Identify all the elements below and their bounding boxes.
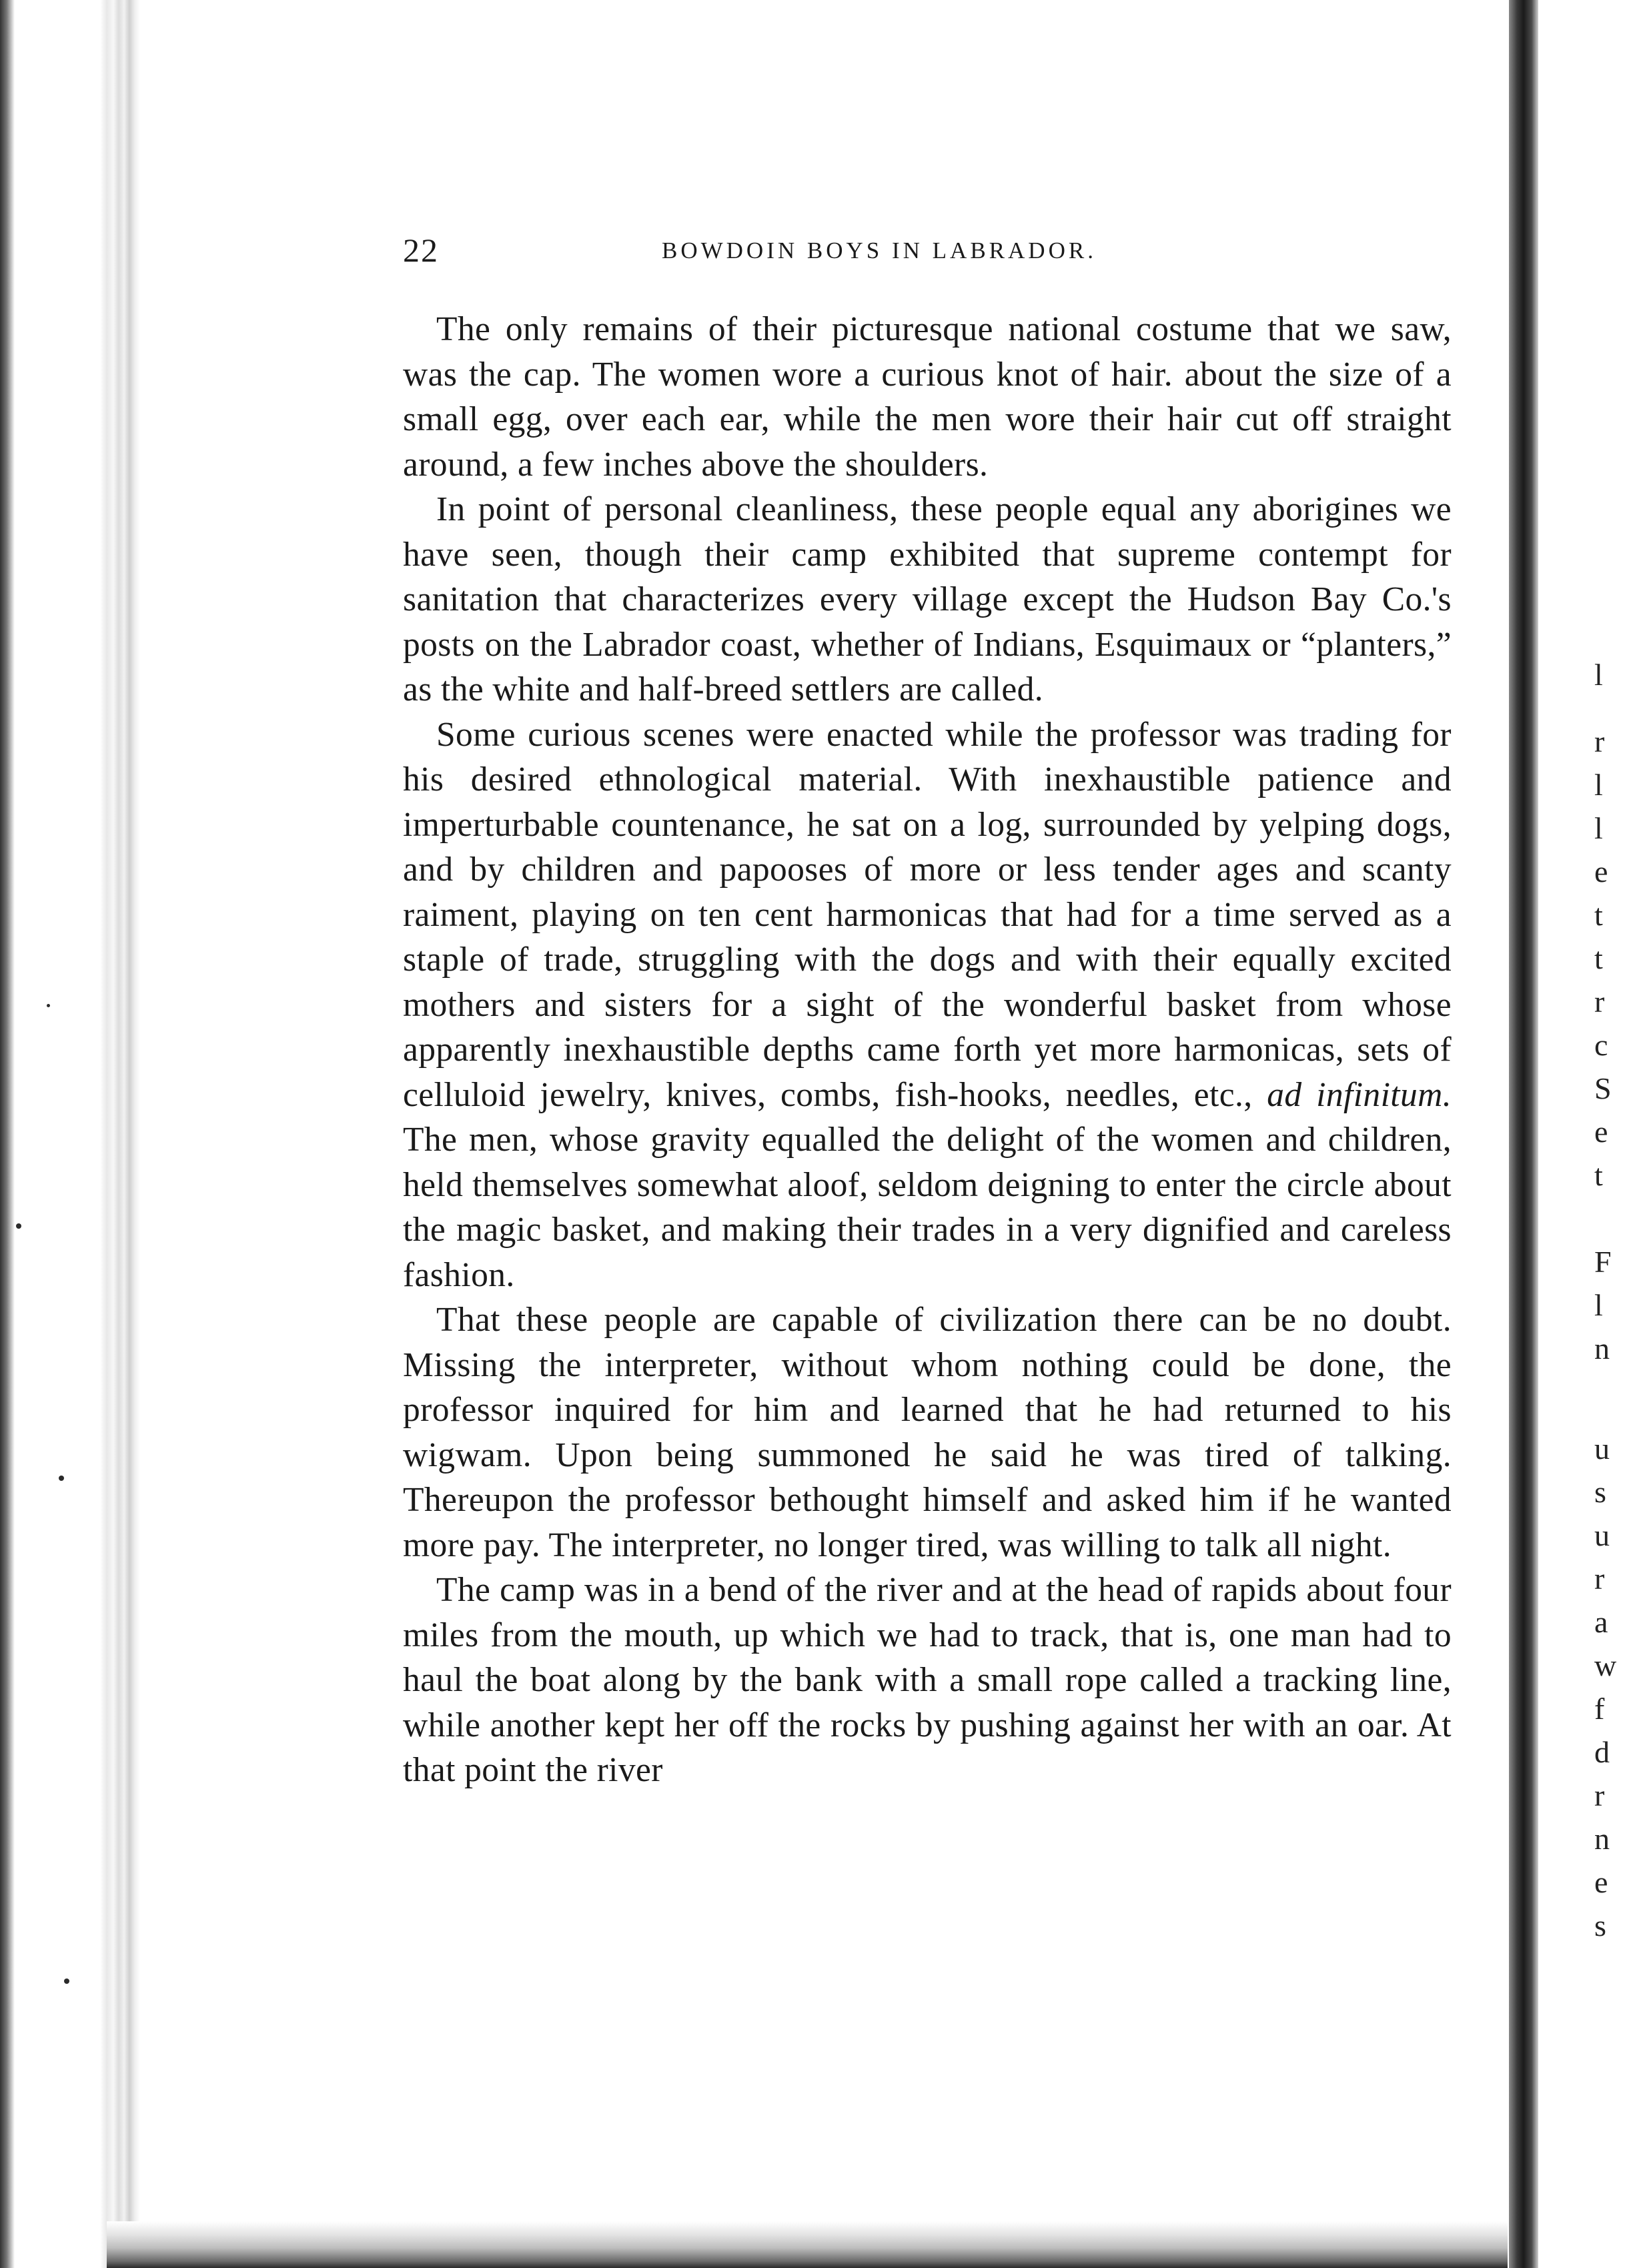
facing-fragment: t — [1594, 941, 1603, 975]
paragraph: In point of personal cleanliness, these people equal any aborigines we have seen, though their camp exhibited that supreme contempt for sanitation that characterizes every village except the Hudson Bay Co.'s posts on the Labrador coast, whether of Indians, Esquimaux or “planters,” as the white and half-breed settlers are called. — [403, 490, 1452, 708]
facing-page-text-fragments — [1594, 0, 1625, 2268]
facing-fragment: s — [1594, 1475, 1606, 1509]
left-binding-edge — [0, 0, 140, 2268]
left-scan-shadow — [0, 0, 15, 2268]
facing-fragment: r — [1594, 985, 1605, 1019]
book-page — [403, 213, 1452, 1793]
paragraph-text: The men, whose gravity equalled the delight of the women and children, held themselves somewhat aloof, seldom deigning to enter the circle about the magic basket, and making their trades in a very dignified and careless fashion. — [403, 1121, 1452, 1294]
facing-fragment: t — [1594, 898, 1603, 932]
running-title: BOWDOIN BOYS IN LABRADOR. — [662, 237, 1097, 263]
facing-fragment: l — [1594, 768, 1603, 802]
facing-fragment: l — [1594, 1288, 1603, 1322]
facing-fragment: d — [1594, 1735, 1610, 1769]
italic-phrase: ad infinitum. — [1267, 1075, 1452, 1114]
facing-fragment: F — [1594, 1245, 1612, 1279]
facing-fragment: u — [1594, 1432, 1610, 1466]
facing-fragment: r — [1594, 724, 1605, 758]
running-head — [403, 213, 1452, 280]
bottom-page-edge — [107, 2221, 1508, 2268]
facing-fragment: e — [1594, 1865, 1608, 1899]
facing-fragment: r — [1594, 1778, 1605, 1812]
paragraph-text: Some curious scenes were enacted while the professor was trading for his desired ethnological material. With inexhaustible patience and imperturbable countenance, he sat on a log, surrounded by yelping dogs, and by children and papooses of more or less tender ages and scanty raiment, playing on ten cent harmonicas that had for a time served as a staple of trade, struggling with the dogs and with their equally excited mothers and sisters for a sight of the wonderful basket from whose apparently inexhaustible depths came forth yet more harmonicas, sets of celluloid jewelry, knives, combs, fish-hooks, needles, etc., — [403, 715, 1452, 1114]
facing-fragment: l — [1594, 811, 1603, 845]
facing-fragment: f — [1594, 1692, 1605, 1726]
facing-fragment: s — [1594, 1908, 1606, 1942]
facing-fragment: n — [1594, 1822, 1610, 1856]
facing-fragment: w — [1594, 1648, 1617, 1682]
facing-fragment: r — [1594, 1562, 1605, 1596]
facing-fragment: S — [1594, 1071, 1612, 1105]
facing-fragment: u — [1594, 1518, 1610, 1552]
facing-fragment: e — [1594, 855, 1608, 889]
body-text — [403, 307, 1452, 1793]
paragraph: The camp was in a bend of the river and at the head of rapids about four miles from the mouth, up which we had to track, that is, one man had to haul the boat along by the bank with a small rope called a tracking line, while another kept her off the rocks by pushing against her with an oar. At that point the river — [403, 1571, 1452, 1789]
facing-fragment: t — [1594, 1158, 1603, 1192]
facing-fragment: n — [1594, 1331, 1610, 1365]
paragraph — [403, 712, 1452, 1298]
page-number: 22 — [403, 231, 439, 269]
paragraph: The only remains of their picturesque national costume that we saw, was the cap. The women wore a curious knot of hair. about the size of a small egg, over each ear, while the men wore their hair cut off straight around, a few inches above the shoulders. — [403, 310, 1452, 484]
facing-fragment: l — [1594, 658, 1603, 692]
book-gutter — [1509, 0, 1538, 2268]
facing-fragment: c — [1594, 1028, 1608, 1062]
facing-fragment: e — [1594, 1115, 1608, 1149]
facing-fragment: a — [1594, 1605, 1608, 1639]
paragraph: That these people are capable of civilization there can be no doubt. Missing the interpreter, without whom nothing could be done, the professor inquired for him and learned that he had returned to his wigwam. Upon being summoned he said he was tired of talking. Thereupon the professor bethought himself and asked him if he wanted more pay. The interpreter, no longer tired, was willing to talk all night. — [403, 1301, 1452, 1564]
